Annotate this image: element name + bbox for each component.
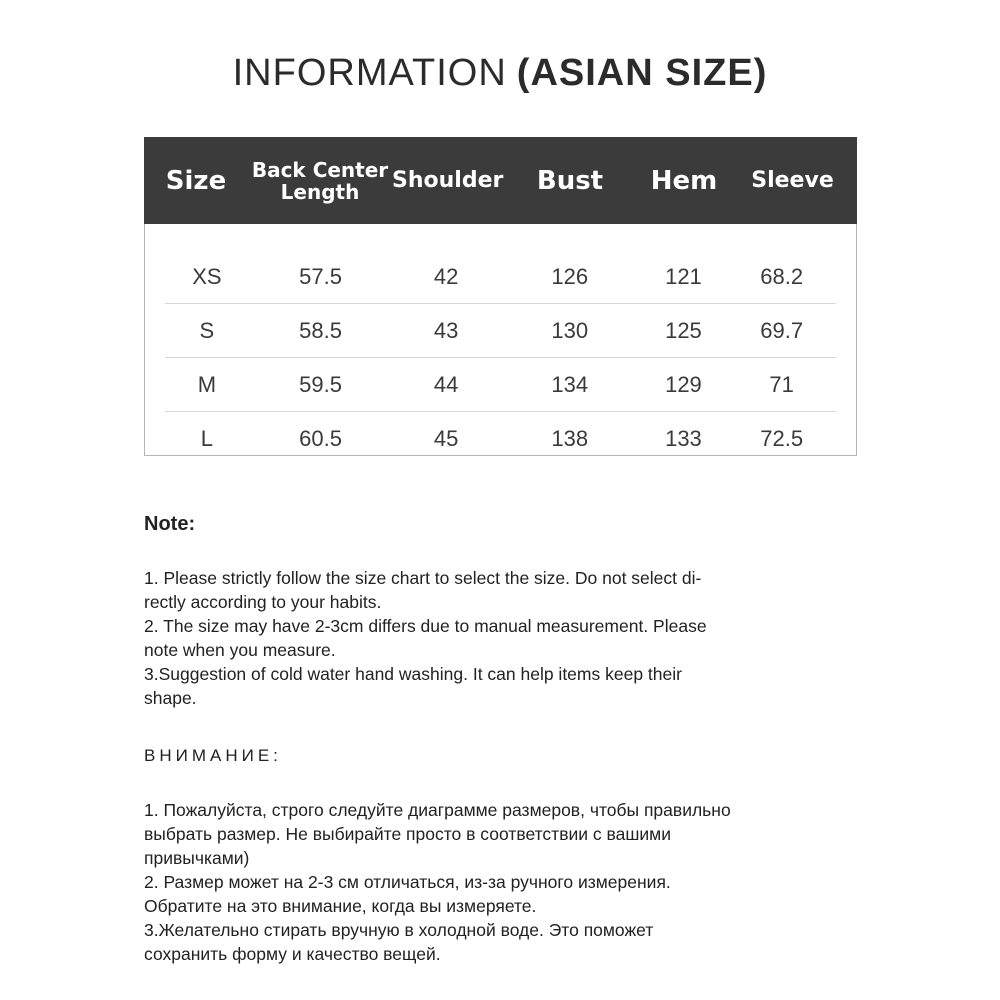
note-line: shape. bbox=[144, 688, 197, 708]
table-cell: S bbox=[199, 317, 215, 343]
table-cell: 121 bbox=[665, 263, 702, 289]
header-back-center-length bbox=[248, 159, 392, 203]
note-line: rectly according to your habits. bbox=[144, 592, 382, 612]
note-text bbox=[144, 566, 856, 710]
table-cell: 138 bbox=[551, 426, 589, 451]
note-line: привычками) bbox=[144, 848, 250, 868]
table-cell: 59.5 bbox=[299, 371, 342, 397]
table-cell: 129 bbox=[665, 371, 702, 397]
ru-note-heading: ВНИМАНИЕ: bbox=[144, 746, 282, 765]
table-cell: 43 bbox=[433, 317, 459, 343]
note-line: 3.Suggestion of cold water hand washing. It can help items keep their bbox=[144, 664, 682, 684]
note-line: 3.Желательно стирать вручную в холодной воде. Это поможет bbox=[144, 920, 654, 940]
table-body bbox=[145, 250, 856, 466]
header-size: Size bbox=[165, 165, 227, 196]
header-hem: Hem bbox=[650, 165, 718, 196]
note-line: 1. Пожалуйста, строго следуйте диаграмме размеров, чтобы правильно bbox=[144, 800, 731, 820]
table-cell: 71 bbox=[769, 371, 794, 397]
note-line: note when you measure. bbox=[144, 640, 336, 660]
table-row bbox=[165, 304, 836, 358]
title-size-type: (ASIAN SIZE) bbox=[516, 52, 768, 94]
note-heading: Note: bbox=[144, 513, 196, 535]
table-cell: 72.5 bbox=[760, 426, 804, 451]
table-cell: 126 bbox=[551, 263, 589, 289]
note-line: выбрать размер. Не выбирайте просто в соответствии с вашими bbox=[144, 824, 671, 844]
table-cell: 125 bbox=[665, 317, 702, 343]
header-back-center-length-text: Back Center Length bbox=[251, 157, 389, 204]
notes-section bbox=[144, 512, 856, 966]
table-header bbox=[144, 137, 857, 224]
table-cell: 42 bbox=[433, 263, 459, 289]
table-cell: 130 bbox=[551, 317, 589, 343]
table-cell: 68.2 bbox=[760, 263, 804, 289]
ru-note-text bbox=[144, 798, 856, 966]
table-cell: L bbox=[200, 426, 213, 451]
table-cell: 44 bbox=[433, 371, 459, 397]
page-title bbox=[0, 52, 1000, 95]
note-line: Обратите на это внимание, когда вы измеряете. bbox=[144, 896, 537, 916]
table-row bbox=[165, 250, 836, 304]
table-cell: XS bbox=[192, 263, 222, 289]
note-line: 2. Размер может на 2-3 см отличаться, из-за ручного измерения. bbox=[144, 872, 671, 892]
size-table bbox=[144, 137, 857, 456]
header-bust: Bust bbox=[536, 165, 604, 196]
table-row bbox=[165, 412, 836, 466]
title-main: INFORMATION bbox=[232, 52, 507, 94]
note-line: 2. The size may have 2-3cm differs due to manual measurement. Please bbox=[144, 616, 707, 636]
table-row bbox=[165, 358, 836, 412]
table-cell: 69.7 bbox=[760, 317, 804, 343]
header-shoulder: Shoulder bbox=[392, 168, 504, 193]
note-line: 1. Please strictly follow the size chart to select the size. Do not select di- bbox=[144, 568, 702, 588]
header-sleeve: Sleeve bbox=[751, 168, 834, 193]
table-cell: 60.5 bbox=[299, 426, 342, 451]
table-cell: 45 bbox=[433, 426, 459, 451]
table-cell: 57.5 bbox=[299, 263, 342, 289]
note-line: сохранить форму и качество вещей. bbox=[144, 944, 441, 964]
table-cell: 58.5 bbox=[299, 317, 342, 343]
table-cell: 133 bbox=[665, 426, 702, 451]
table-cell: M bbox=[197, 371, 217, 397]
table-cell: 134 bbox=[551, 371, 589, 397]
